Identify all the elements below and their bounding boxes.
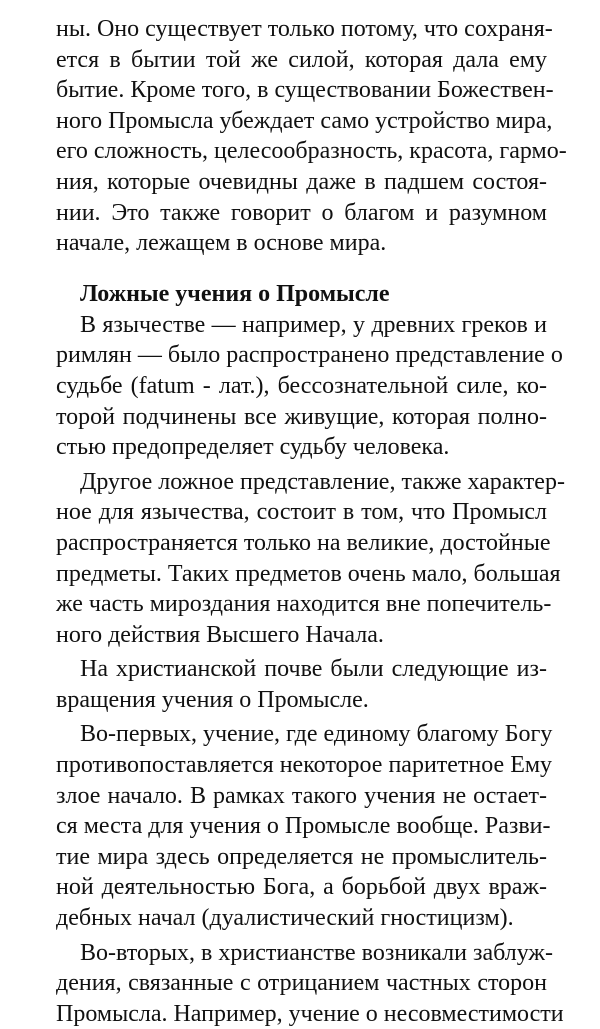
text-line: злое начало. В рамках такого учения не остает- xyxy=(56,782,547,809)
text-line: распространяется только на великие, достойные xyxy=(56,529,551,556)
section-heading: Ложные учения о Промысле xyxy=(80,280,390,307)
text-line: В язычестве — например, у древних греков и xyxy=(80,311,547,338)
text-line: ния, которые очевидны даже в падшем состоя- xyxy=(56,168,547,195)
text-line: Промысла. Например, учение о несовместимости xyxy=(56,1000,564,1027)
text-line: нии. Это также говорит о благом и разумном xyxy=(56,199,547,226)
text-line: Другое ложное представление, также характер- xyxy=(80,468,565,495)
text-line: Во-вторых, в христианстве возникали заблуж- xyxy=(80,939,553,966)
text-line: ного Промысла убеждает само устройство мира, xyxy=(56,107,553,134)
text-line: предметы. Таких предметов очень мало, большая xyxy=(56,560,561,587)
text-line: его сложность, целесообразность, красота, гармо- xyxy=(56,138,567,165)
text-line: ной деятельностью Бога, а борьбой двух враж- xyxy=(56,874,547,901)
paragraph-christian-distortions xyxy=(56,654,547,715)
text-line: ны. Оно существует только потому, что сохраня- xyxy=(56,16,553,42)
text-line: ся места для учения о Промысле вообще. Разви- xyxy=(56,813,551,840)
text-line: ное для язычества, состоит в том, что Промысл xyxy=(56,499,547,526)
paragraph-first-dualism xyxy=(56,719,553,933)
text-line: торой подчинены все живущие, которая полно- xyxy=(56,403,547,430)
text-line: же часть мироздания находится вне попечитель- xyxy=(56,591,552,618)
text-line: бытие. Кроме того, в существовании Божествен- xyxy=(56,77,554,104)
paragraph-second-errors xyxy=(56,938,564,1029)
text-line: римлян — было распространено представление о xyxy=(56,342,563,369)
text-line: начале, лежащем в основе мира. xyxy=(56,230,387,257)
text-line: Во-первых, учение, где единому благому Богу xyxy=(80,721,553,748)
book-page xyxy=(56,14,567,1029)
paragraph-pagan-great-things xyxy=(56,467,565,651)
text-line: противопоставляется некоторое паритетное Ему xyxy=(56,752,553,779)
text-line: дебных начал (дуалистический гностицизм). xyxy=(56,905,514,932)
paragraph-pagan-fate xyxy=(56,310,563,463)
paragraph-intro-continuation xyxy=(56,14,567,259)
text-line: ется в бытии той же силой, которая дала ему xyxy=(56,46,547,73)
text-line: судьбе (fatum - лат.), бессознательной силе, ко- xyxy=(56,372,547,399)
text-line: тие мира здесь определяется не промыслитель- xyxy=(56,843,547,870)
text-line: ного действия Высшего Начала. xyxy=(56,621,384,648)
text-line: вращения учения о Промысле. xyxy=(56,686,369,713)
text-line: дения, связанные с отрицанием частных сторон xyxy=(56,970,547,997)
text-line: стью предопределяет судьбу человека. xyxy=(56,434,450,461)
text-line: На христианской почве были следующие из- xyxy=(80,656,547,683)
